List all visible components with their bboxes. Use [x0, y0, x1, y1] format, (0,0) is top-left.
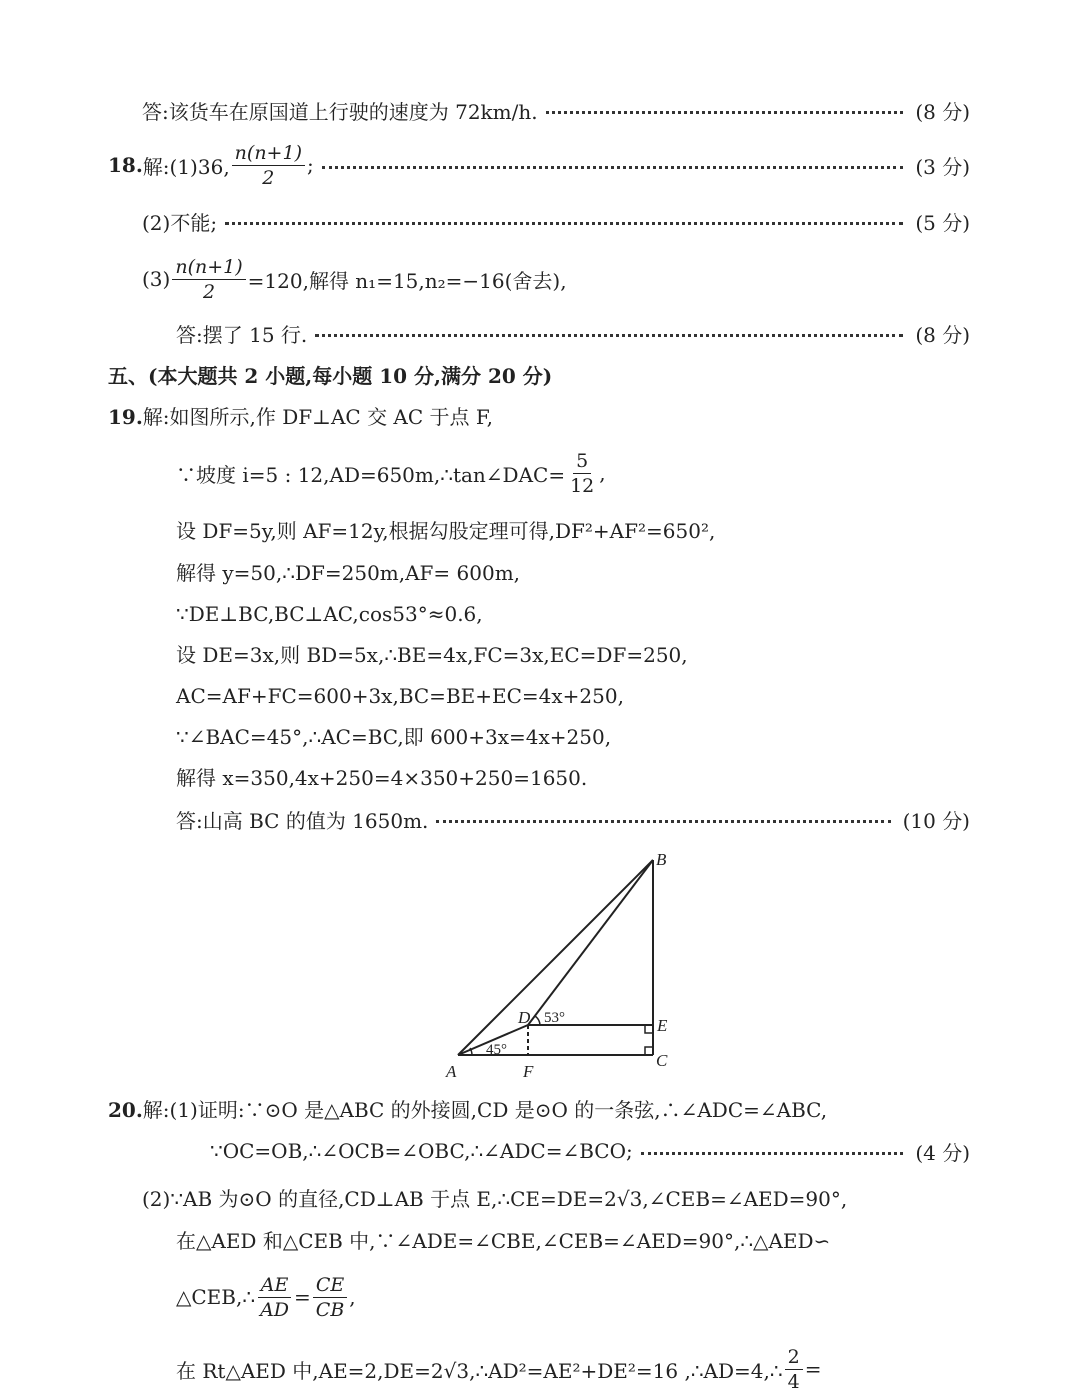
solution-line-angle-45: ∵∠BAC=45°,∴AC=BC,即 600+3x=4x+250,	[176, 725, 612, 749]
problem-18-part1-pre: 解:(1)36,	[142, 154, 230, 179]
solution-line-perpendicular: ∵DE⊥BC,BC⊥AC,cos53°≈0.6,	[176, 602, 483, 626]
problem-number-20: 20.	[108, 1098, 143, 1122]
score-label: (8 分)	[915, 322, 970, 347]
score-label: (4 分)	[915, 1140, 970, 1165]
score-label: (5 分)	[915, 210, 970, 235]
problem-18-part3-post: =120,解得 n₁=15,n₂=−16(舍去),	[247, 268, 567, 293]
problem-20-part1-cont-text: ∵OC=OB,∴∠OCB=∠OBC,∴∠ADC=∠BCO;	[210, 1139, 633, 1163]
solution-line-set-x: 设 DE=3x,则 BD=5x,∴BE=4x,FC=3x,EC=DF=250,	[176, 643, 688, 667]
angle-label-45: 45°	[486, 1042, 507, 1058]
solution-line-pythagoras: 设 DF=5y,则 AF=12y,根据勾股定理可得,DF²+AF²=650²,	[176, 519, 716, 543]
fraction-2-over-4	[785, 1345, 803, 1394]
angle-label-53: 53°	[544, 1010, 565, 1026]
problem-18-part2-text: (2)不能;	[142, 210, 218, 235]
segment-db	[528, 860, 653, 1025]
problem-18-part1-post: ;	[306, 153, 314, 177]
solution-line-solve-x: 解得 x=350,4x+250=4×350+250=1650.	[176, 766, 588, 790]
section-five-heading: 五、(本大题共 2 小题,每小题 10 分,满分 20 分)	[108, 364, 553, 388]
dot-leader	[225, 222, 903, 225]
label-f: F	[523, 1062, 534, 1081]
problem-18-part3-pre: (3)	[142, 267, 171, 291]
ratio-equals: =	[294, 1285, 311, 1309]
fraction-numerator: n(n+1)	[172, 255, 245, 280]
fraction-denominator: AD	[260, 1298, 290, 1321]
fraction-denominator: 2	[262, 166, 275, 189]
fraction-numerator: 5	[573, 449, 591, 474]
fraction-ce-over-cb	[313, 1273, 348, 1322]
label-e: E	[657, 1016, 668, 1035]
ratio-pre: △CEB,∴	[176, 1285, 256, 1309]
answer-18-text: 答:摆了 15 行.	[176, 322, 308, 347]
problem-20-part2-last-row	[176, 1343, 821, 1395]
dot-leader	[641, 1152, 904, 1155]
fraction-denominator: 12	[570, 474, 595, 497]
answer-19-row	[176, 805, 970, 833]
score-label: (3 分)	[915, 154, 970, 179]
right-angle-mark-e	[645, 1025, 653, 1033]
solution-line-ac-bc: AC=AF+FC=600+3x,BC=BE+EC=4x+250,	[176, 684, 624, 708]
label-b: B	[656, 850, 667, 869]
label-a: A	[446, 1062, 457, 1081]
label-d: D	[518, 1008, 531, 1027]
problem-number-18: 18.	[108, 153, 143, 177]
problem-18-part1-row	[108, 138, 970, 192]
fraction-numerator: CE	[313, 1273, 347, 1298]
problem-20-part1	[108, 1096, 827, 1124]
fraction-5-over-12	[567, 449, 597, 498]
dot-leader	[322, 166, 904, 169]
dot-leader	[546, 111, 904, 114]
problem-18-part3-row	[142, 252, 970, 306]
problem-19-intro-text: 解:如图所示,作 DF⊥AC 交 AC 于点 F,	[142, 405, 494, 429]
fraction-denominator: 2	[202, 280, 216, 303]
label-c: C	[656, 1051, 668, 1070]
problem-number-19: 19.	[108, 405, 143, 429]
fraction-n-n-plus-1-over-2	[232, 141, 305, 190]
solution-line-solve-y: 解得 y=50,∴DF=250m,AF= 600m,	[176, 561, 521, 585]
fraction-denominator: CB	[315, 1298, 345, 1321]
score-label: (10 分)	[902, 808, 970, 833]
geometry-figure	[440, 845, 700, 1085]
answer-17-row	[142, 96, 970, 124]
problem-20-part2-ratio-row	[176, 1270, 356, 1324]
angle-arc-53	[535, 1016, 540, 1025]
fraction-numerator: 2	[785, 1345, 803, 1370]
slope-text-pre: ∵坡度 i=5 : 12,AD=650m,∴tan∠DAC=	[176, 462, 566, 487]
right-angle-mark-c	[645, 1047, 653, 1055]
ratio-post: ,	[349, 1285, 356, 1309]
problem-20-part1-cont-row	[210, 1137, 970, 1165]
problem-19-intro	[108, 403, 493, 431]
dot-leader	[436, 820, 890, 823]
problem-20-part1-text: 解:(1)证明:∵⊙O 是△ABC 的外接圆,CD 是⊙O 的一条弦,∴∠ADC=∠ABC,	[142, 1098, 828, 1122]
fraction-ae-over-ad	[257, 1273, 292, 1322]
fraction-numerator: n(n+1)	[232, 141, 305, 166]
problem-20-part2-line1: (2)∵AB 为⊙O 的直径,CD⊥AB 于点 E,∴CE=DE=2√3,∠CEB=∠AED=90°,	[142, 1187, 848, 1211]
fraction-n-n-plus-1-over-2	[172, 255, 245, 304]
problem-18-part2-row	[142, 207, 970, 235]
fraction-numerator: AE	[258, 1273, 292, 1298]
problem-19-slope-row	[176, 446, 606, 500]
fraction-denominator: 4	[787, 1370, 800, 1393]
answer-19-text: 答:山高 BC 的值为 1650m.	[176, 808, 429, 833]
last-line-post: =	[804, 1357, 822, 1381]
problem-20-part2-line2: 在△AED 和△CEB 中,∵∠ADE=∠CBE,∠CEB=∠AED=90°,∴△AED∽	[176, 1229, 831, 1253]
score-label: (8 分)	[915, 99, 970, 124]
answer-17-text: 答:该货车在原国道上行驶的速度为 72km/h.	[142, 99, 538, 124]
answer-18-row	[176, 319, 970, 347]
dot-leader	[315, 334, 903, 337]
slope-text-post: ,	[599, 461, 606, 485]
last-line-pre: 在 Rt△AED 中,AE=2,DE=2√3,∴AD²=AE²+DE²=16 ,∴AD=4,∴	[176, 1358, 783, 1383]
